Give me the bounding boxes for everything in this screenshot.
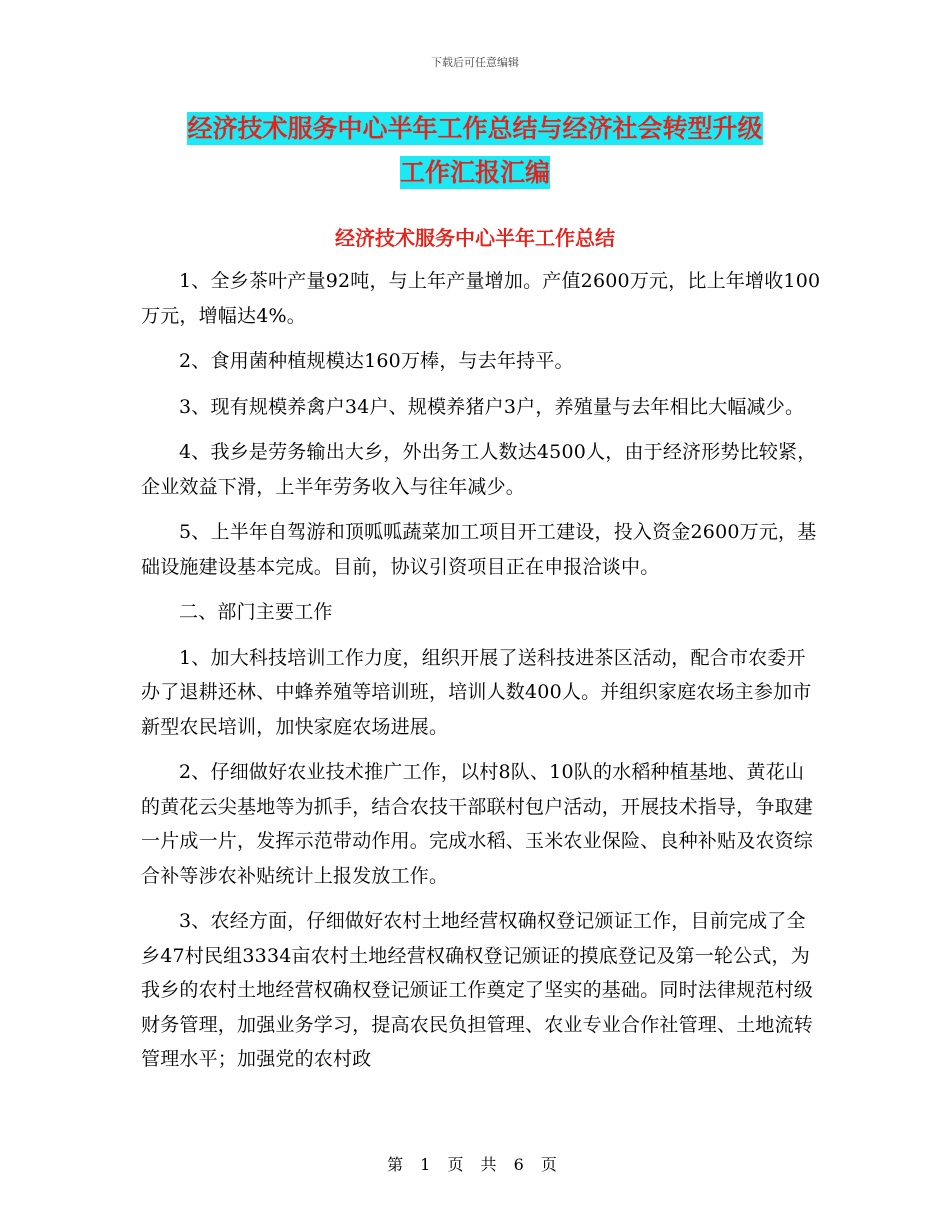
paragraph: 4、我乡是劳务输出大乡，外出务工人数达4500人，由于经济形势比较紧，企业效益下滑，上半年劳务收入与往年减少。 bbox=[141, 441, 817, 498]
paragraph: 1、加大科技培训工作力度，组织开展了送科技进茶区活动，配合市农委开办了退耕还林、中蜂养殖等培训班，培训人数400人。并组织家庭农场主参加市新型农民培训，加快家庭农场进展。 bbox=[141, 646, 812, 738]
paragraph: 1、全乡茶叶产量92吨，与上年产量增加。产值2600万元，比上年增收100万元，增幅达4%。 bbox=[141, 270, 821, 327]
document-title-line-2-text: 工作汇报汇编 bbox=[399, 158, 550, 187]
paragraph-heading: 二、部门主要工作 bbox=[179, 601, 333, 623]
document-title-line-1 bbox=[0, 112, 950, 146]
page-header-note: 下载后可任意编辑 bbox=[431, 56, 519, 69]
paragraph: 3、农经方面，仔细做好农村土地经营权确权登记颁证工作，目前完成了全乡47村民组3334亩农村土地经营权确权登记颁证的摸底登记及第一轮公式，为我乡的农村土地经营权确权登记颁证工作奠定了坚实的基础。同时法律规范村级财务管理，加强业务学习，提高农民负担管理、农业专业合作社管理、土地流转管理水平；加强党的农村政 bbox=[141, 910, 814, 1070]
document-title-line-1-text: 经济技术服务中心半年工作总结与经济社会转型升级 bbox=[187, 114, 763, 143]
paragraph: 5、上半年自驾游和顶呱呱蔬菜加工项目开工建设，投入资金2600万元，基础设施建设基本完成。目前，协议引资项目正在申报洽谈中。 bbox=[141, 521, 817, 578]
document-body bbox=[141, 264, 821, 1088]
paragraph: 2、食用菌种植规模达160万棒，与去年持平。 bbox=[179, 350, 574, 372]
page-number-indicator: 第 1 页 共 6 页 bbox=[387, 1155, 563, 1174]
document-title-line-2 bbox=[0, 156, 950, 190]
section-title: 经济技术服务中心半年工作总结 bbox=[335, 226, 615, 250]
paragraph: 3、现有规模养禽户34户、规模养猪户3户，养殖量与去年相比大幅减少。 bbox=[179, 395, 805, 418]
paragraph: 2、仔细做好农业技术推广工作，以村8队、10队的水稻种植基地、黄花山的黄花云尖基地等为抓手，结合农技干部联村包户活动，开展技术指导，争取建一片成一片，发挥示范带动作用。完成水稻、玉米农业保险、良种补贴及农资综合补等涉农补贴统计上报发放工作。 bbox=[141, 761, 814, 887]
